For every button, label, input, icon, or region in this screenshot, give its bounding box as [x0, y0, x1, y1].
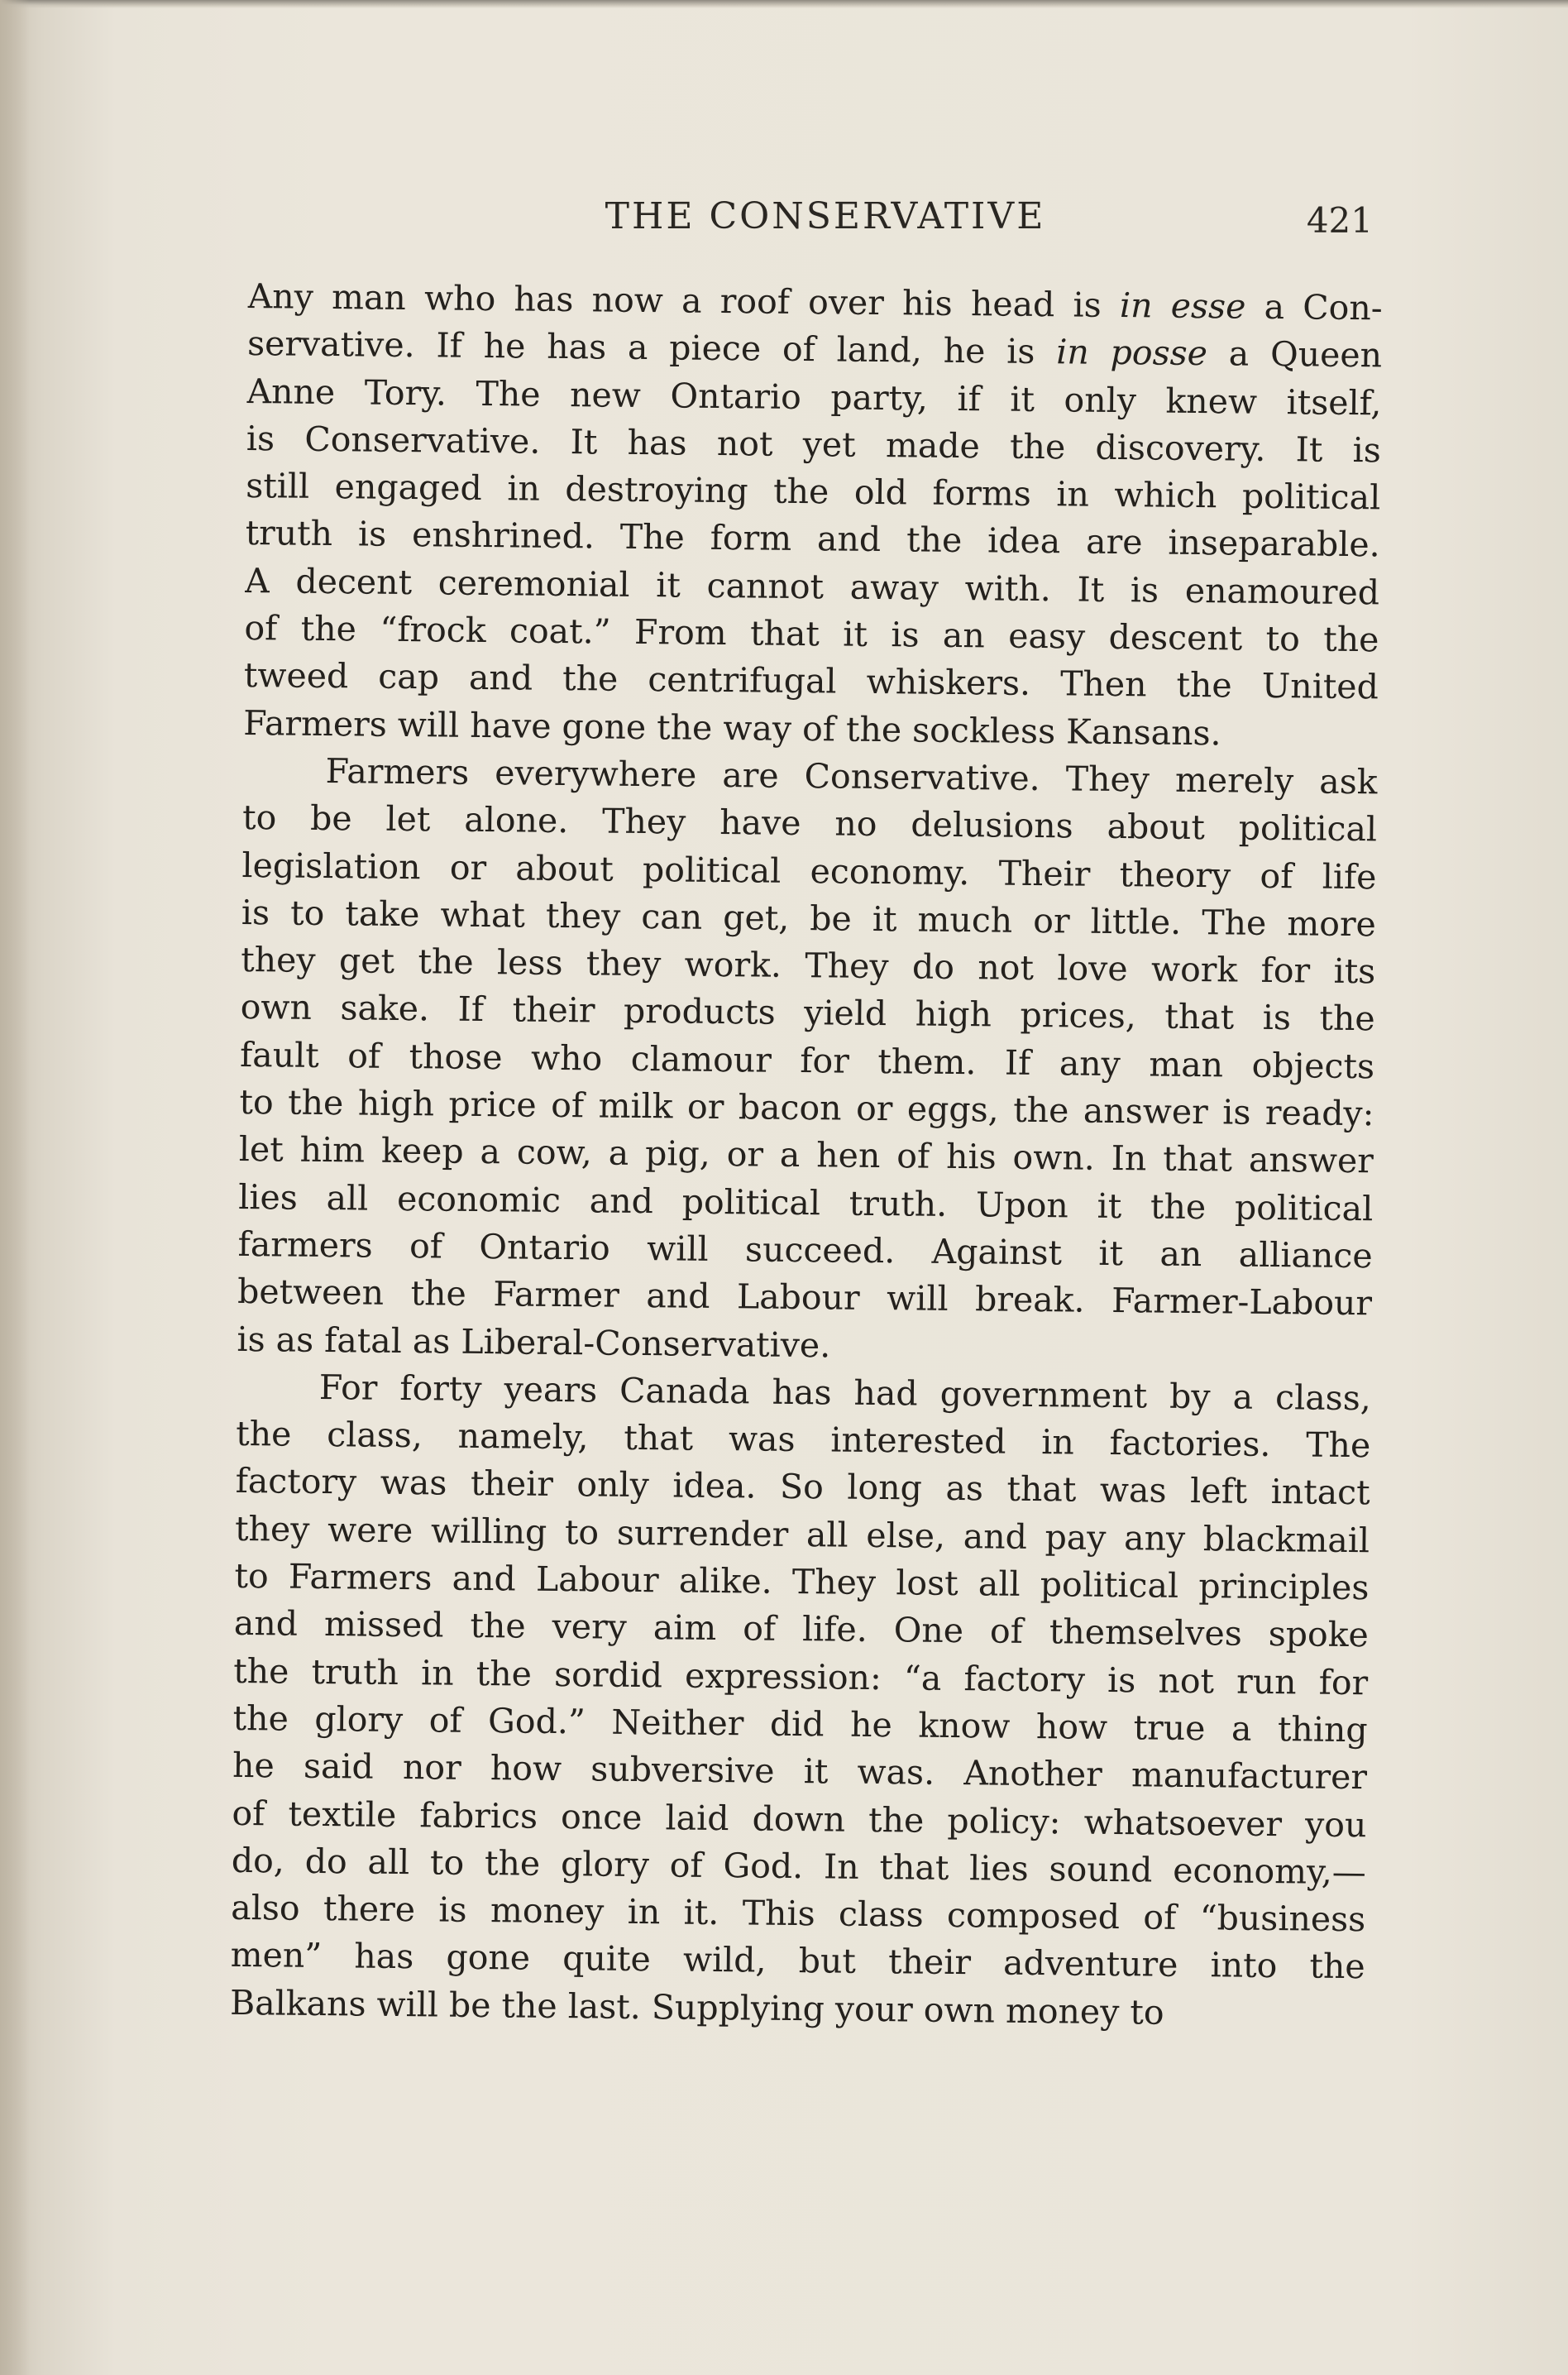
text-run: to be let alone. They have no delusions about political — [241, 797, 1378, 850]
text-run: a Queen — [1207, 333, 1383, 376]
text-run: is as fatal as Liberal-Conservative. — [237, 1319, 831, 1365]
text-run: let him keep a cow, a pig, or a hen of his own. In that answer — [238, 1129, 1374, 1181]
text-run: Farmers will have gone the way of the sockless Kansans. — [243, 702, 1221, 754]
text-run: legislation or about political economy. Their theory of life — [241, 845, 1377, 897]
text-run: A decent ceremonial it cannot away with. It is enamoured — [244, 560, 1380, 613]
page-header — [0, 192, 1568, 250]
text-run: the glory of God.” Neither did he know how true a thing — [232, 1697, 1368, 1750]
text-run: do, do all to the glory of God. In that lies sound economy,— — [231, 1840, 1367, 1893]
text-run: men” has gone quite wild, but their adventure into the — [230, 1935, 1365, 1987]
text-run: they get the less they work. They do not love work for its — [241, 940, 1376, 992]
text-run: to Farmers and Labour alike. They lost all political principles — [234, 1555, 1370, 1608]
text-run: For forty years Canada has had government by a class, — [318, 1367, 1372, 1419]
text-run: still engaged in destroying the old forms in which political — [246, 466, 1381, 518]
text-run: is Conservative. It has not yet made the discovery. It is — [246, 418, 1382, 471]
text-run: the class, namely, that was interested in factories. The — [236, 1414, 1371, 1466]
running-head: THE CONSERVATIVE — [605, 195, 1046, 237]
paragraph — [230, 1363, 1371, 2038]
text-run: Balkans will be the last. Supplying your own money to — [229, 1982, 1164, 2033]
page-top-edge — [0, 0, 1568, 8]
italic-text-run: in posse — [1056, 332, 1208, 374]
text-run: Any man who has now a roof over his head is — [247, 275, 1121, 326]
body-text — [230, 273, 1383, 2038]
text-run: factory was their only idea. So long as that was left intact — [235, 1461, 1370, 1513]
text-run: the truth in the sordid expression: “a factory is not run for — [233, 1650, 1369, 1702]
text-run: a Con- — [1245, 286, 1383, 328]
text-run: own sake. If their products yield high prices, that is the — [240, 987, 1375, 1039]
italic-text-run: in esse — [1119, 285, 1246, 327]
page-number: 421 — [1306, 200, 1373, 241]
text-run: they were willing to surrender all else, and pay any blackmail — [234, 1508, 1370, 1561]
text-run: also there is money in it. This class composed of “business — [231, 1887, 1366, 1940]
text-run: of textile fabrics once laid down the policy: whatsoever you — [232, 1793, 1367, 1845]
text-run: servative. If he has a piece of land, he is — [246, 323, 1057, 372]
text-run: lies all economic and political truth. Upon it the political — [238, 1176, 1374, 1228]
text-run: truth is enshrined. The form and the idea are inseparable. — [245, 513, 1380, 565]
text-run: is to take what they can get, be it much or little. The more — [241, 892, 1377, 945]
paragraph — [243, 273, 1383, 759]
text-run: tweed cap and the centrifugal whiskers. Then the United — [243, 655, 1379, 707]
text-run: between the Farmer and Labour will break. Farmer-Labour — [237, 1271, 1373, 1324]
text-run: Anne Tory. The new Ontario party, if it only knew itself, — [246, 371, 1382, 423]
text-run: and missed the very aim of life. One of themselves spoke — [233, 1603, 1370, 1655]
text-run: farmers of Ontario will succeed. Against it an alliance — [237, 1223, 1373, 1276]
text-run: of the “frock coat.” From that it is an easy descent to the — [244, 608, 1379, 660]
text-run: fault of those who clamour for them. If any man objects — [239, 1034, 1375, 1087]
text-run: he said nor how subversive it was. Another manufacturer — [232, 1745, 1368, 1798]
text-run: to the high price of milk or bacon or eggs, the answer is ready: — [239, 1081, 1374, 1134]
text-run: Farmers everywhere are Conservative. They merely ask — [325, 750, 1378, 802]
paragraph — [237, 747, 1378, 1375]
spine-shadow — [0, 0, 30, 2375]
